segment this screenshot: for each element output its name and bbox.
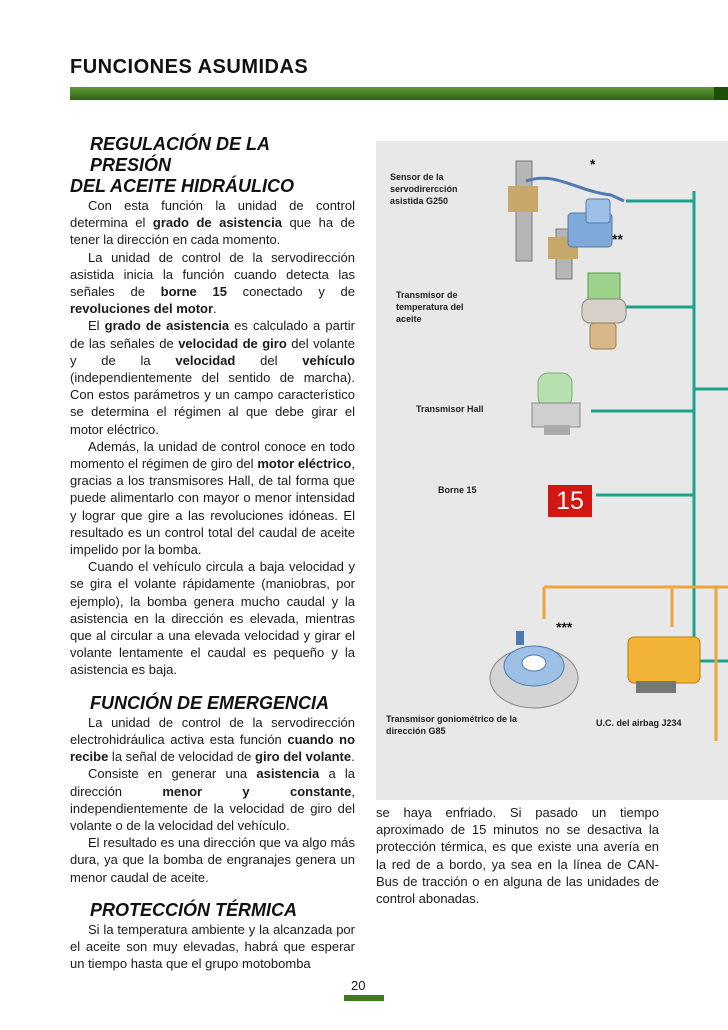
page-number-underline <box>344 995 384 1001</box>
borne-15-badge: 15 <box>548 485 592 517</box>
sensor-g250-graphic <box>508 161 624 279</box>
label-temperature-sensor: Transmisor de temperatura del aceite <box>396 290 464 324</box>
page-number: 20 <box>351 978 366 993</box>
hall-sensor-graphic <box>532 373 580 435</box>
section-heading-regulacion: REGULACIÓN DE LA PRESIÓN DEL ACEITE HIDRÁULICO <box>70 134 295 196</box>
paragraph-regulacion: Con esta función la unidad de control determina el grado de asistencia que ha de tener la dirección en cada momento. La unidad de control de la servodirección asistida inicia la función cuando detecta las señales de borne 15 conectado y de revoluciones del motor. El grado de asistencia es calculado a partir de las señales de velocidad de giro del volante y de la velocidad del vehículo (independientemente del sentido de marcha). Con estos parámetros y un campo característico se determina el régimen al que debe girar el motor eléctrico. Además, la unidad de control conoce en todo momento el régimen de giro del motor eléctrico, gracias a los transmisores Hall, de tal forma que puede alimentarlo con mayor o menor intensidad y lograr que gire a las revoluciones idóneas. El resultado es un control total del caudal de aceite impelido por la bomba. Cuando el vehículo circula a baja velocidad y se gira el volante rápidamente (maniobras, por ejemplo), la bomba genera mucho caudal y la asistencia en la dirección es elevada, mientras que al circular a una elevada velocidad y girar el volante lentamente el caudal es pequeño y la asistencia es baja. <box>70 198 356 678</box>
label-goniometer-g85: Transmisor goniométrico de la dirección G85 <box>386 714 518 736</box>
paragraph-emergencia: La unidad de control de la servodirección electrohidráulica activa esta función cuando no recibe la señal de velocidad de giro del volante. Consiste en generar una asistencia a la dirección menor y constante, independientemente de la velocidad de giro del volante o de la velocidad del vehículo. El resultado es una dirección que va algo más dura, ya que la bomba de engranajes genera un menor caudal de aceite. <box>70 714 356 885</box>
paragraph-termica: Si la temperatura ambiente y la alcanzada por el aceite son muy elevadas, habrá que esperar un tiempo hasta que el grupo motobomba <box>70 921 355 972</box>
airbag-unit-graphic <box>628 637 700 693</box>
label-airbag-j234: U.C. del airbag J234 <box>596 718 682 728</box>
paragraph-termica-continued: se haya enfriado. Si pasado un tiempo aproximado de 15 minutos no se desactiva la protección térmica, es que existe una avería en la red de a bordo, ya sea en la línea de CAN-Bus de tracción o en alguna de las unidades de control abonadas. <box>376 805 659 907</box>
section-heading-termica: PROTECCIÓN TÉRMICA <box>90 899 297 920</box>
diagram-graphics <box>376 141 728 800</box>
label-borne-15: Borne 15 <box>438 485 477 495</box>
label-hall-sensor: Transmisor Hall <box>416 404 484 414</box>
right-column-text <box>376 804 659 907</box>
green-bus-lines <box>591 191 728 661</box>
star-marker-3: *** <box>556 619 573 635</box>
left-column <box>70 134 355 972</box>
star-marker-2: ** <box>612 231 623 247</box>
label-sensor-g250: Sensor de la servodirercción asistida G250 <box>390 172 458 206</box>
temperature-sensor-graphic <box>582 273 626 349</box>
star-marker-1: * <box>590 156 596 172</box>
title-bar <box>70 87 728 100</box>
system-diagram <box>376 141 728 800</box>
page-title: FUNCIONES ASUMIDAS <box>70 56 309 78</box>
section-heading-emergencia: FUNCIÓN DE EMERGENCIA <box>90 692 330 713</box>
goniometer-graphic <box>490 631 578 708</box>
